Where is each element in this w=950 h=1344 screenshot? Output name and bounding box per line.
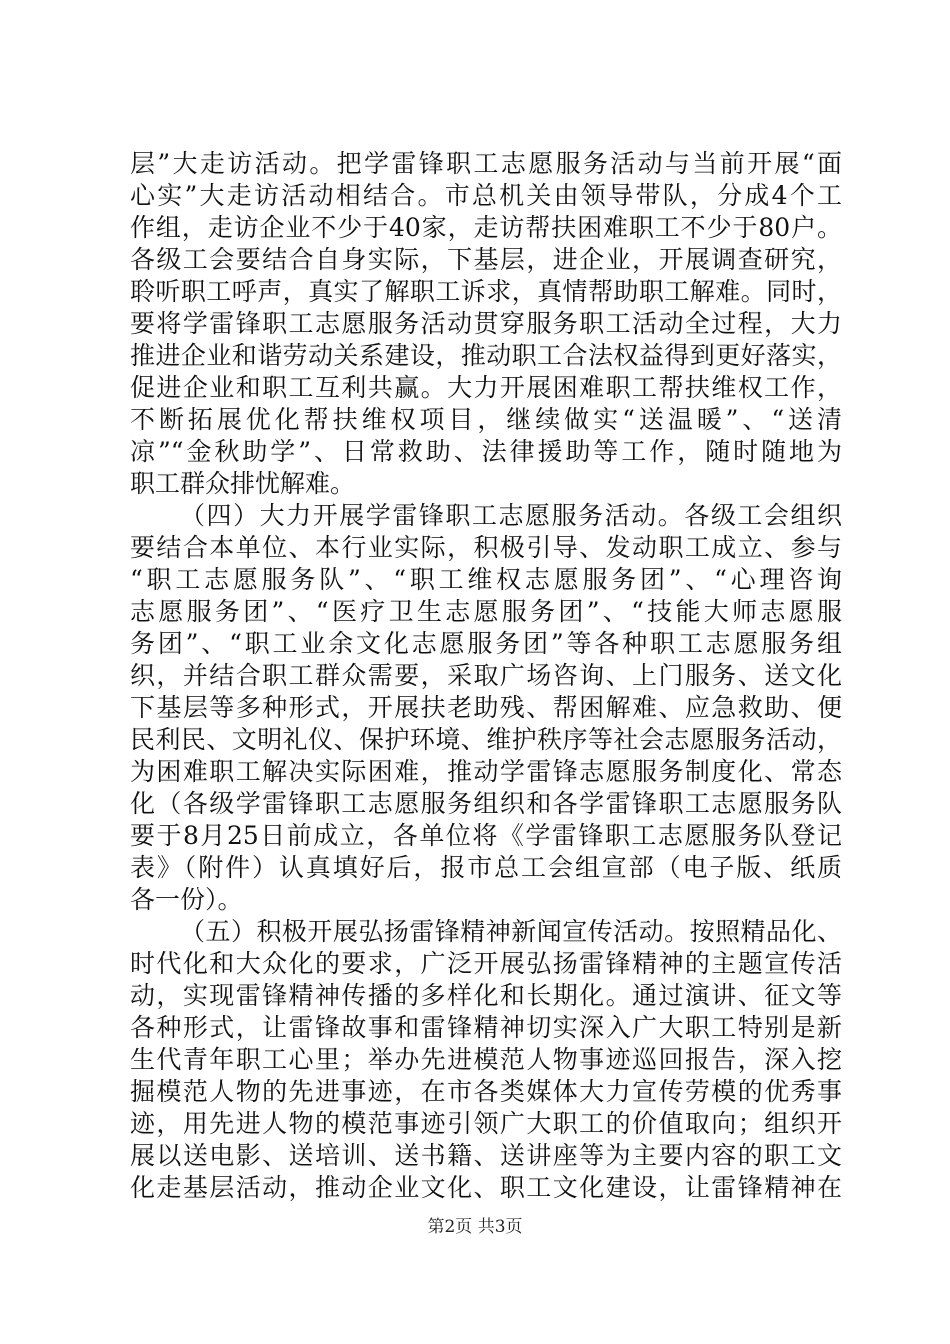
text-line: 聆听职工呼声，真实了解职工诉求，真情帮助职工解难。同时， — [130, 277, 842, 306]
text-line: 要于8月25日前成立，各单位将《学雷锋职工志愿服务队登记 — [130, 821, 842, 850]
text-line: 促进企业和职工互利共赢。大力开展困难职工帮扶维权工作， — [130, 373, 842, 402]
text-line: 为困难职工解决实际困难，推动学雷锋志愿服务制度化、常态 — [130, 757, 842, 786]
text-line: 务团”、“职工业余文化志愿服务团”等各种职工志愿服务组 — [130, 629, 842, 658]
text-line: （五）积极开展弘扬雷锋精神新闻宣传活动。按照精品化、 — [180, 917, 842, 946]
text-line: 作组，走访企业不少于40家，走访帮扶困难职工不少于80户。 — [130, 213, 842, 242]
text-line: 化走基层活动，推动企业文化、职工文化建设，让雷锋精神在 — [130, 1173, 842, 1202]
text-line: 动，实现雷锋精神传播的多样化和长期化。通过演讲、征文等 — [130, 981, 842, 1010]
text-line: 各一份）。 — [130, 885, 243, 914]
text-line: “职工志愿服务队”、“职工维权志愿服务团”、“心理咨询 — [130, 565, 842, 594]
text-line: （四）大力开展学雷锋职工志愿服务活动。各级工会组织 — [180, 501, 842, 530]
text-line: 层”大走访活动。把学雷锋职工志愿服务活动与当前开展“面 — [130, 149, 842, 178]
page-number: 第2页 共3页 — [427, 1217, 523, 1237]
text-line: 各级工会要结合自身实际，下基层，进企业，开展调查研究， — [130, 245, 842, 274]
text-line: 职工群众排忧解难。 — [130, 469, 356, 498]
text-line: 要将学雷锋职工志愿服务活动贯穿服务职工活动全过程，大力 — [130, 309, 842, 338]
text-line: 志愿服务团”、“医疗卫生志愿服务团”、“技能大师志愿服 — [130, 597, 842, 626]
text-line: 展以送电影、送培训、送书籍、送讲座等为主要内容的职工文 — [130, 1141, 842, 1170]
text-line: 推进企业和谐劳动关系建设，推动职工合法权益得到更好落实， — [130, 341, 842, 370]
text-line: 民利民、文明礼仪、保护环境、维护秩序等社会志愿服务活动， — [130, 725, 842, 754]
text-line: 心实”大走访活动相结合。市总机关由领导带队，分成4个工 — [130, 181, 842, 210]
text-line: 织，并结合职工群众需要，采取广场咨询、上门服务、送文化 — [130, 661, 842, 690]
text-line: 掘模范人物的先进事迹，在市各类媒体大力宣传劳模的优秀事 — [130, 1077, 842, 1106]
body-text — [130, 148, 842, 1204]
text-line: 生代青年职工心里；举办先进模范人物事迹巡回报告，深入挖 — [130, 1045, 842, 1074]
text-line: 时代化和大众化的要求，广泛开展弘扬雷锋精神的主题宣传活 — [130, 949, 842, 978]
text-line: 化（各级学雷锋职工志愿服务组织和各学雷锋职工志愿服务队 — [130, 789, 842, 818]
text-line: 要结合本单位、本行业实际，积极引导、发动职工成立、参与 — [130, 533, 842, 562]
text-line: 迹，用先进人物的模范事迹引领广大职工的价值取向；组织开 — [130, 1109, 842, 1138]
text-line: 不断拓展优化帮扶维权项目，继续做实“送温暖”、“送清 — [130, 405, 842, 434]
text-line: 下基层等多种形式，开展扶老助残、帮困解难、应急救助、便 — [130, 693, 842, 722]
text-line: 凉”“金秋助学”、日常救助、法律援助等工作，随时随地为 — [130, 437, 842, 466]
text-line: 各种形式，让雷锋故事和雷锋精神切实深入广大职工特别是新 — [130, 1013, 842, 1042]
text-line: 表》（附件）认真填好后，报市总工会组宣部（电子版、纸质 — [130, 853, 842, 882]
